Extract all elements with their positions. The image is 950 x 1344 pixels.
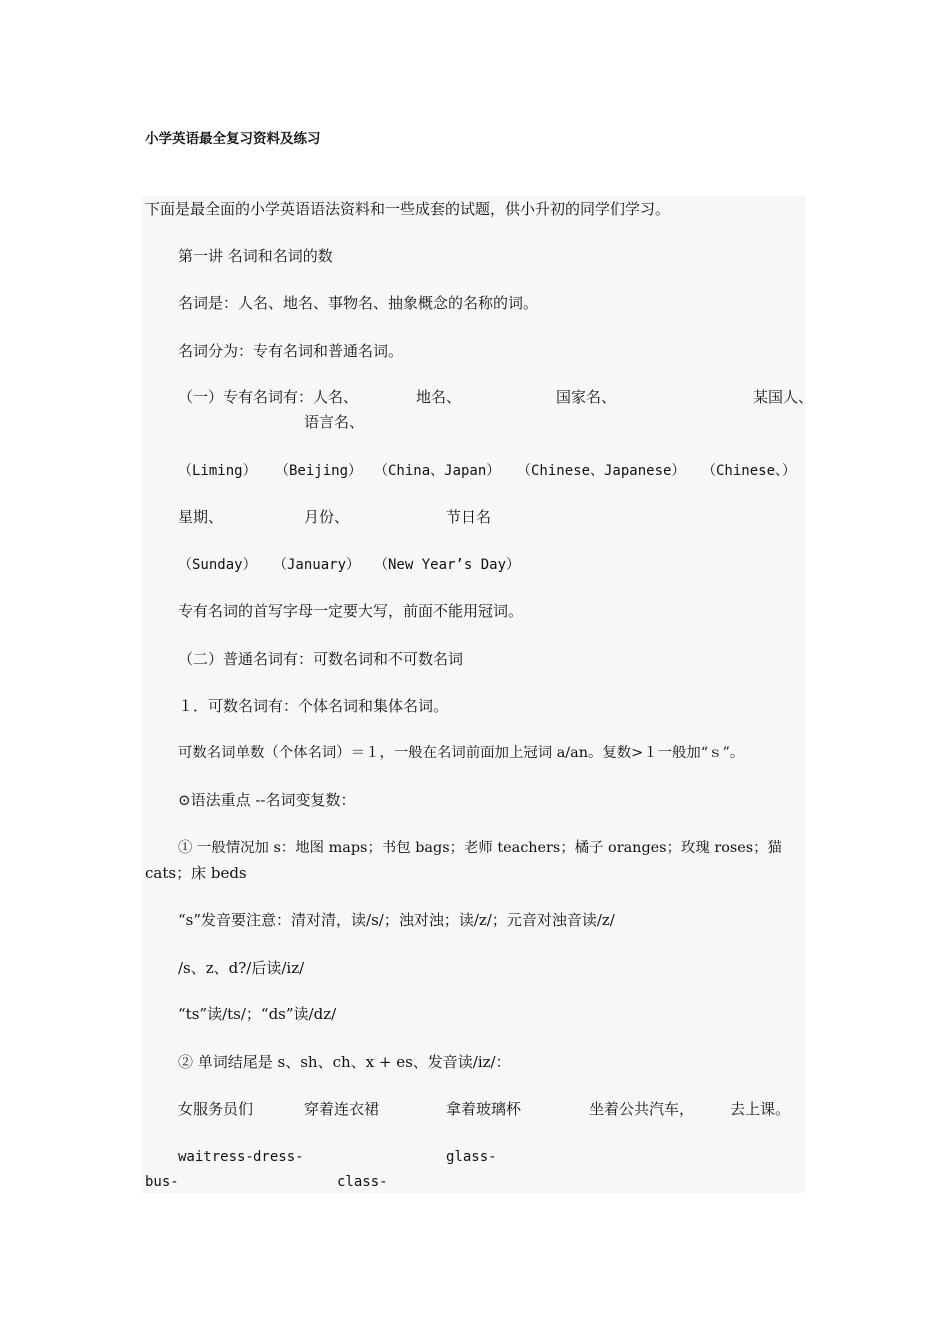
rule-2: ② 单词结尾是 s、sh、ch、x + es、发音读/iz/： [178,1053,511,1071]
pronunciation-rule-3: “ts”读/ts/；“ds”读/dz/ [178,1005,337,1023]
rule-1-line-2: cats；床 beds [145,864,247,882]
example-holiday: （New Year’s Day） [374,557,521,573]
pronunciation-rule-2: /s、z、d?/后读/iz/ [178,959,305,977]
example-month: （January） [273,557,361,573]
singular-plural-rule: 可数名词单数（个体名词）＝１，一般在名词前面加上冠词 a/an。复数>１一般加“ｓ”。 [178,745,745,761]
example-place: （Beijing） [275,463,363,479]
countable-nouns: １．可数名词有：个体名词和集体名词。 [178,697,449,715]
phrase-glasses: 拿着玻璃杯 [446,1100,522,1118]
common-noun-heading: （二）普通名词有：可数名词和不可数名词 [178,650,464,668]
word-bus: bus- [145,1174,179,1190]
example-language: （Chinese、） [702,463,797,479]
phrase-buses: 坐着公共汽车， [589,1100,695,1118]
proper-holiday: 节日名 [446,508,492,526]
proper-nationality: 某国人、 [753,388,814,406]
phrase-classes: 去上课。 [730,1100,791,1118]
noun-categories: 名词分为：专有名词和普通名词。 [178,342,404,360]
word-class: class- [337,1174,388,1190]
example-country: （China、Japan） [374,463,501,479]
word-waitress: waitress- [178,1149,254,1165]
proper-noun-lead: （一）专有名词有：人名、 [178,388,359,406]
phrase-dresses: 穿着连衣裙 [304,1100,380,1118]
proper-weekday: 星期、 [178,508,224,526]
proper-month: 月份、 [304,508,350,526]
proper-rule: 专有名词的首写字母一定要大写，前面不能用冠词。 [178,602,524,620]
proper-place: 地名、 [416,388,462,406]
proper-country: 国家名、 [556,388,617,406]
lecture-heading: 第一讲 名词和名词的数 [178,247,333,265]
pronunciation-rule-1: “s”发音要注意：清对清，读/s/；浊对浊；读/z/；元音对浊音读/z/ [178,911,615,929]
document-title: 小学英语最全复习资料及练习 [145,131,321,147]
word-dress: dress- [253,1149,304,1165]
phrase-waitresses: 女服务员们 [178,1100,254,1118]
example-person: （Liming） [178,463,257,479]
rule-1-line-1: ① 一般情况加 s：地图 maps；书包 bags；老师 teachers；橘子 oranges；玫瑰 roses；猫 [178,840,782,856]
example-weekday: （Sunday） [178,557,257,573]
proper-language: 语言名、 [304,413,365,431]
example-nationality: （Chinese、Japanese） [517,463,686,479]
word-glass: glass- [446,1149,497,1165]
noun-definition: 名词是：人名、地名、事物名、抽象概念的名称的词。 [178,294,539,312]
grammar-focus: ⊙语法重点 --名词变复数： [178,791,356,809]
intro-paragraph: 下面是最全面的小学英语语法资料和一些成套的试题，供小升初的同学们学习。 [145,200,671,218]
